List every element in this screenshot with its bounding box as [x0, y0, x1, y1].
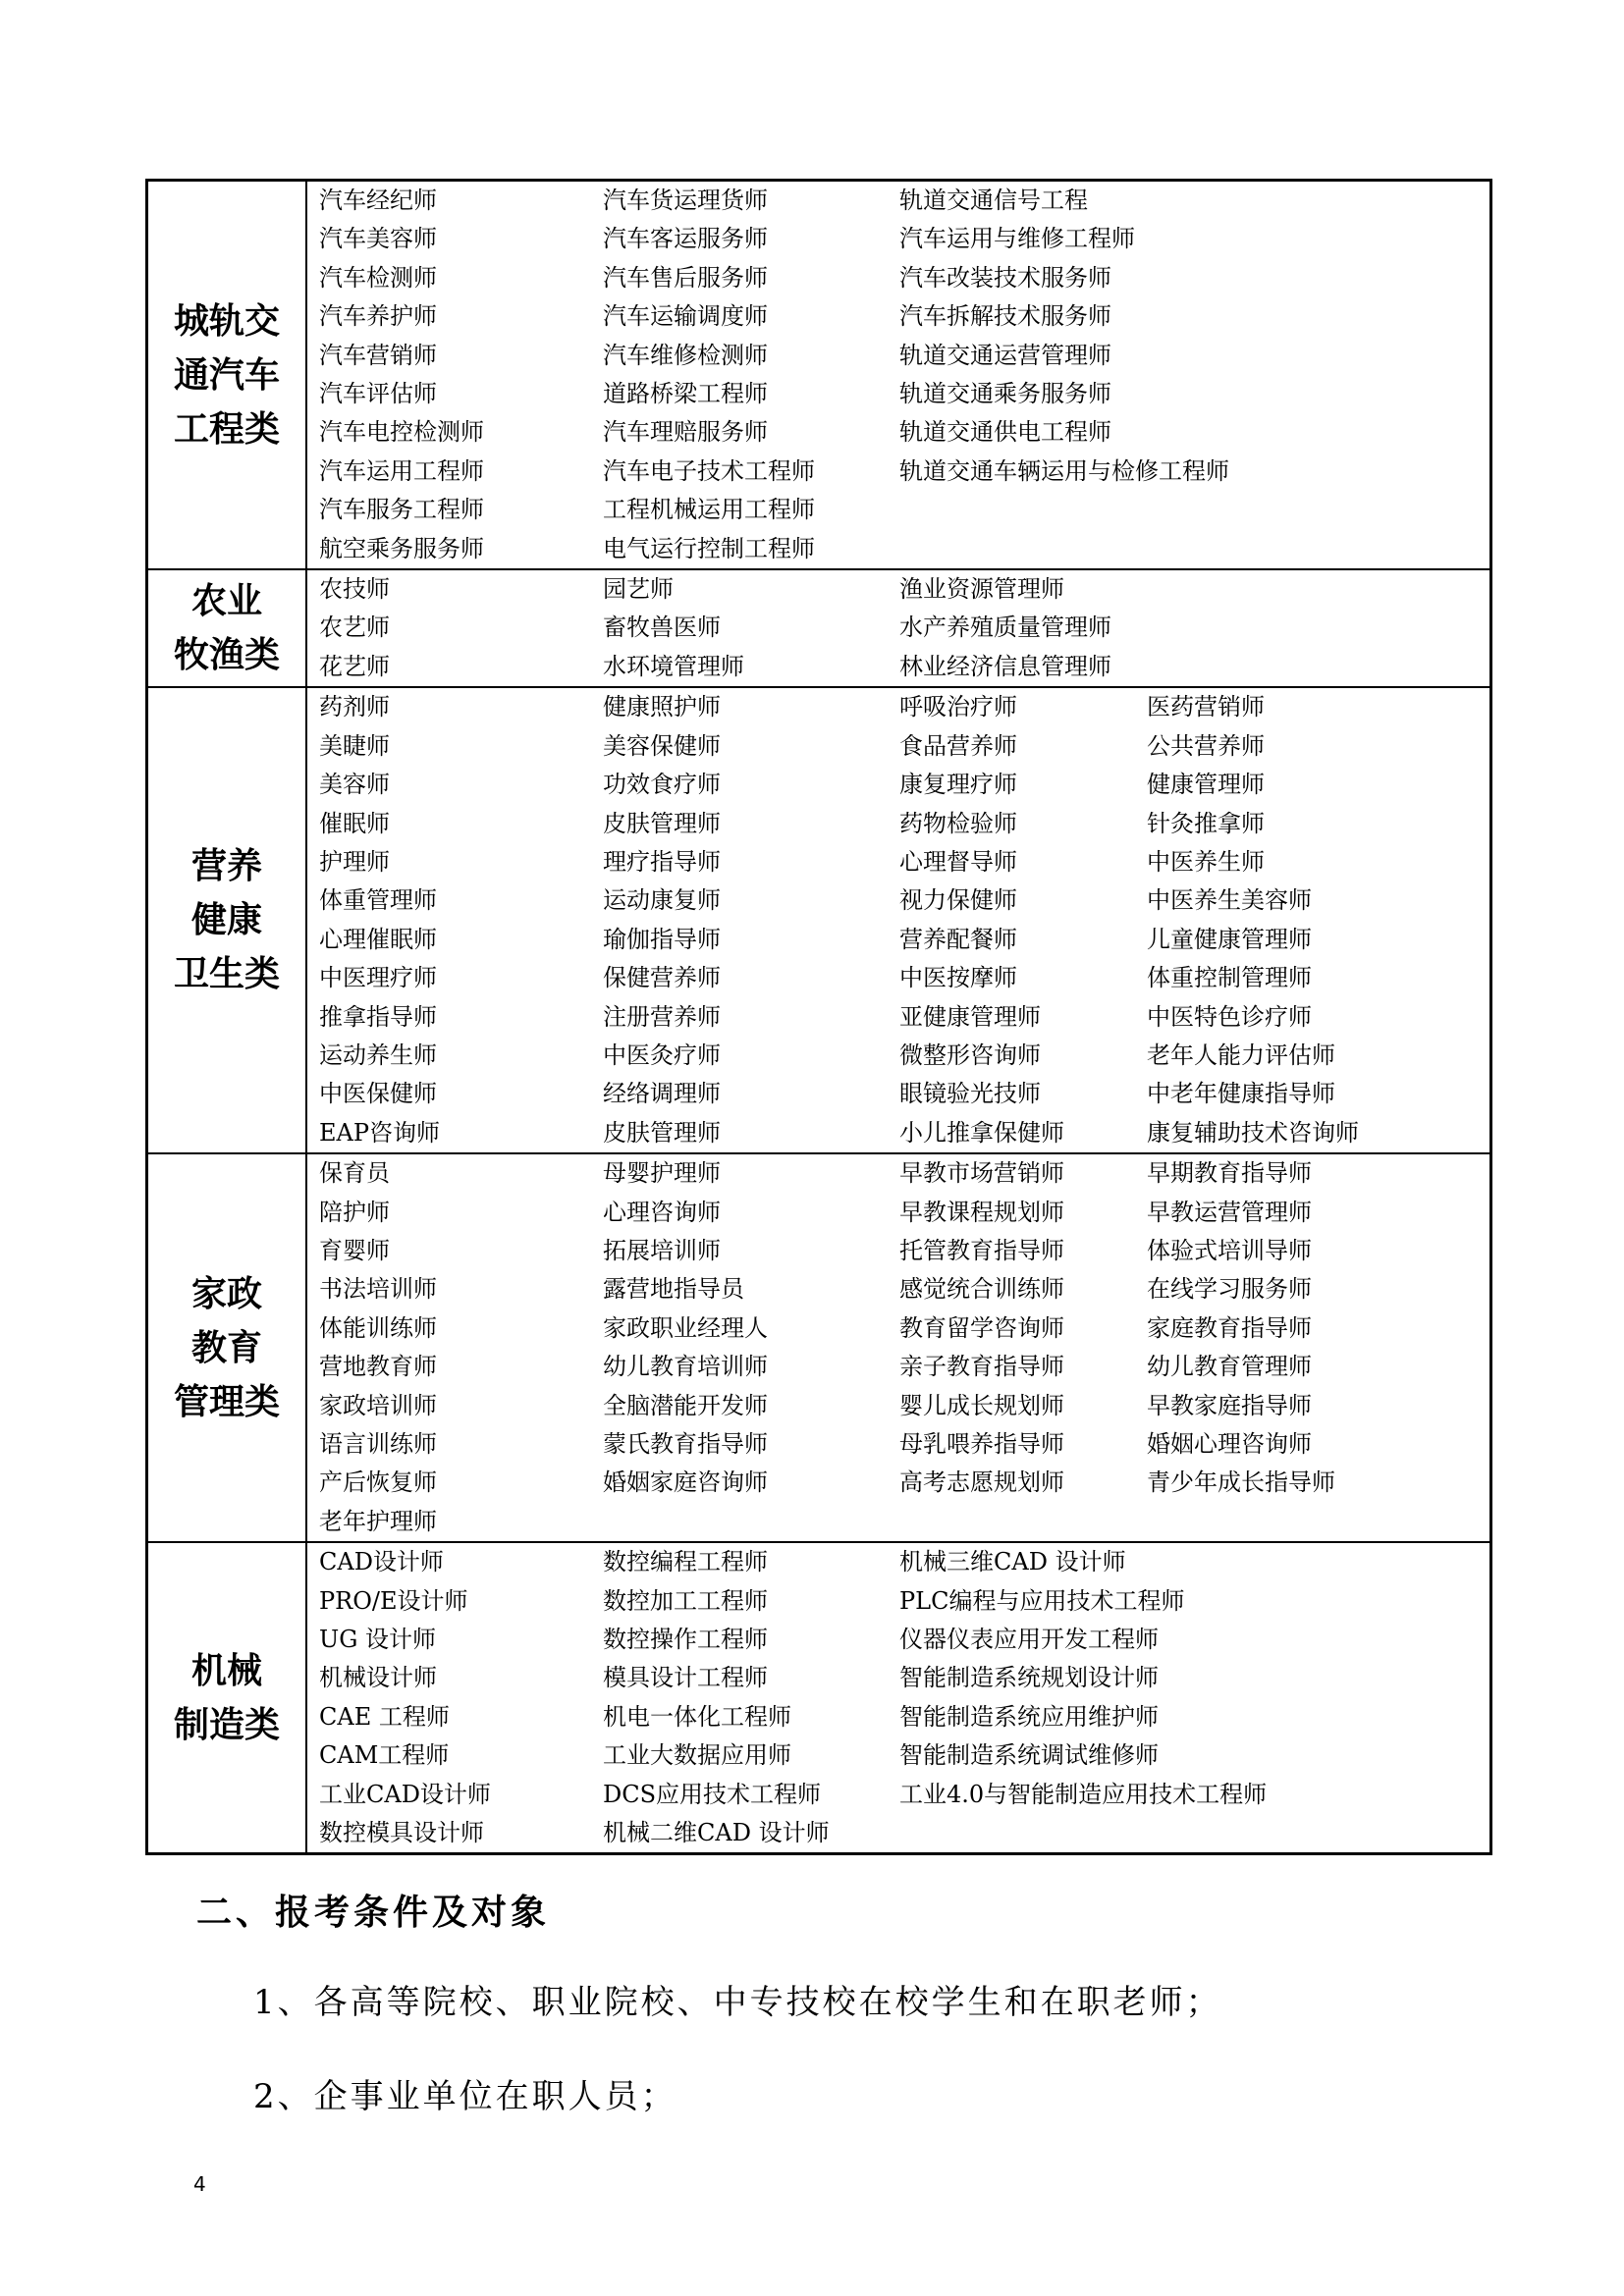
category-professions	[306, 687, 1491, 1153]
profession-item: 母婴护理师	[603, 1159, 721, 1188]
category-name-line: 家政	[190, 1272, 262, 1314]
profession-item	[899, 530, 1489, 568]
profession-item: 青少年成长指导师	[1147, 1468, 1335, 1497]
profession-item: 汽车理赔服务师	[603, 418, 768, 447]
profession-item: 美容师	[319, 771, 390, 799]
profession-item: 数控编程工程师	[603, 1548, 768, 1576]
profession-item: 早教家庭指导师	[1147, 1391, 1312, 1419]
profession-item: 汽车拆解技术服务师	[899, 302, 1111, 331]
profession-item: 汽车服务工程师	[319, 496, 484, 524]
profession-item: CAE 工程师	[319, 1702, 450, 1731]
profession-item: 畜牧兽医师	[603, 614, 721, 642]
profession-item: 营养配餐师	[899, 925, 1017, 953]
profession-item: CAD设计师	[319, 1548, 444, 1576]
profession-item: 汽车运用工程师	[319, 456, 484, 485]
category-row	[147, 1542, 1491, 1854]
profession-item: 汽车养护师	[319, 302, 437, 331]
profession-item: 汽车经纪师	[319, 187, 437, 214]
profession-item: 汽车美容师	[319, 225, 437, 253]
profession-item: 农艺师	[319, 614, 390, 642]
profession-item: 中老年健康指导师	[1147, 1080, 1335, 1108]
profession-item: 陪护师	[319, 1198, 390, 1226]
profession-item: 汽车检测师	[319, 263, 437, 292]
profession-item: 语言训练师	[319, 1430, 437, 1458]
profession-item: 皮肤管理师	[603, 1118, 721, 1147]
profession-item: 美睫师	[319, 731, 390, 760]
profession-grid	[319, 1154, 1489, 1541]
profession-item: 家政职业经理人	[603, 1313, 768, 1342]
category-name-line: 农业	[190, 580, 262, 622]
profession-category-table	[145, 179, 1492, 1855]
category-name-line: 通汽车	[173, 353, 280, 396]
profession-item: 模具设计工程师	[603, 1664, 768, 1692]
profession-item: 老年人能力评估师	[1147, 1041, 1335, 1069]
profession-item: 智能制造系统应用维护师	[899, 1702, 1159, 1731]
profession-item: 理疗指导师	[603, 847, 721, 876]
category-name-line: 牧渔类	[173, 634, 280, 676]
profession-item: 微整形咨询师	[899, 1041, 1041, 1069]
profession-grid	[319, 570, 1489, 686]
profession-item: 皮肤管理师	[603, 809, 721, 837]
profession-item: 汽车运用与维修工程师	[899, 225, 1135, 253]
category-name-line: 工程类	[173, 407, 280, 450]
profession-item: 中医特色诊疗师	[1147, 1002, 1312, 1031]
category-name-line: 机械	[190, 1649, 262, 1691]
profession-item: 小儿推拿保健师	[899, 1118, 1064, 1147]
profession-item: 园艺师	[603, 575, 674, 604]
profession-item: 瑜伽指导师	[603, 925, 721, 953]
profession-item: 幼儿教育管理师	[1147, 1353, 1312, 1381]
profession-item: 智能制造系统规划设计师	[899, 1664, 1159, 1692]
profession-grid	[319, 1543, 1489, 1852]
profession-item: 汽车运输调度师	[603, 302, 768, 331]
profession-item: 心理催眠师	[319, 925, 437, 953]
profession-item: 母乳喂养指导师	[899, 1430, 1064, 1458]
profession-item: 早教运营管理师	[1147, 1198, 1312, 1226]
profession-item: 注册营养师	[603, 1002, 721, 1031]
profession-item: PLC编程与应用技术工程师	[899, 1586, 1185, 1615]
profession-item: 汽车营销师	[319, 341, 437, 369]
profession-item: 婚姻家庭咨询师	[603, 1468, 768, 1497]
profession-item: 电气运行控制工程师	[603, 534, 815, 562]
profession-item: 视力保健师	[899, 886, 1017, 915]
profession-item	[899, 1814, 1489, 1852]
category-name-line: 卫生类	[173, 953, 280, 995]
section-heading: 二、报考条件及对象	[196, 1892, 551, 1933]
profession-item: 中医保健师	[319, 1080, 437, 1108]
profession-item: 催眠师	[319, 809, 390, 837]
profession-grid	[319, 182, 1489, 568]
category-row	[147, 569, 1491, 687]
profession-item: 运动养生师	[319, 1041, 437, 1069]
profession-item: DCS应用技术工程师	[603, 1780, 822, 1808]
profession-item: CAM工程师	[319, 1741, 450, 1770]
profession-item: 露营地指导员	[603, 1275, 744, 1304]
profession-item: 数控加工工程师	[603, 1586, 768, 1615]
category-row	[147, 687, 1491, 1153]
profession-item: 育婴师	[319, 1236, 390, 1264]
profession-item: 工业CAD设计师	[319, 1780, 491, 1808]
profession-item: 中医养生师	[1147, 847, 1265, 876]
profession-item: 康复理疗师	[899, 771, 1017, 799]
profession-item: 健康管理师	[1147, 771, 1265, 799]
profession-item: 轨道交通运营管理师	[899, 341, 1111, 369]
profession-item: 汽车货运理货师	[603, 187, 768, 214]
profession-item: 早期教育指导师	[1147, 1159, 1312, 1188]
profession-grid	[319, 688, 1489, 1152]
profession-item: 花艺师	[319, 652, 390, 680]
category-name-line: 教育	[190, 1326, 262, 1368]
profession-item: 美容保健师	[603, 731, 721, 760]
profession-item: PRO/E设计师	[319, 1586, 468, 1615]
profession-item: 心理咨询师	[603, 1198, 721, 1226]
profession-item: 中医理疗师	[319, 964, 437, 992]
category-name	[147, 569, 307, 687]
profession-item: 渔业资源管理师	[899, 575, 1064, 604]
category-name-line: 管理类	[173, 1380, 280, 1422]
profession-item: 航空乘务服务师	[319, 534, 484, 562]
profession-item: UG 设计师	[319, 1626, 437, 1654]
profession-item: 感觉统合训练师	[899, 1275, 1064, 1304]
category-name	[147, 687, 307, 1153]
category-professions	[306, 569, 1491, 687]
profession-item: 机电一体化工程师	[603, 1702, 791, 1731]
category-name-line: 健康	[190, 899, 262, 941]
profession-item: 轨道交通车辆运用与检修工程师	[899, 456, 1229, 485]
profession-item: 全脑潜能开发师	[603, 1391, 768, 1419]
category-professions	[306, 1153, 1491, 1542]
profession-item: 保育员	[319, 1159, 390, 1188]
category-name	[147, 1153, 307, 1542]
condition-item: 2、企事业单位在职人员；	[253, 2077, 677, 2116]
profession-item: 针灸推拿师	[1147, 809, 1265, 837]
profession-item	[899, 491, 1489, 529]
category-name-line: 城轨交	[173, 299, 280, 342]
profession-item: 运动康复师	[603, 886, 721, 915]
profession-item: 汽车评估师	[319, 380, 437, 408]
profession-item: 儿童健康管理师	[1147, 925, 1312, 953]
category-professions	[306, 1542, 1491, 1854]
profession-item: 书法培训师	[319, 1275, 437, 1304]
profession-item: 老年护理师	[319, 1507, 437, 1535]
profession-item: 药物检验师	[899, 809, 1017, 837]
profession-item: 教育留学咨询师	[899, 1313, 1064, 1342]
profession-item: 汽车电控检测师	[319, 418, 484, 447]
page-number: 4	[193, 2172, 206, 2196]
profession-item	[603, 1503, 899, 1541]
profession-item: 水环境管理师	[603, 652, 744, 680]
profession-item: 亚健康管理师	[899, 1002, 1041, 1031]
profession-item: 家庭教育指导师	[1147, 1313, 1312, 1342]
profession-item: 营地教育师	[319, 1353, 437, 1381]
category-name	[147, 181, 307, 570]
profession-item: 婚姻心理咨询师	[1147, 1430, 1312, 1458]
profession-item: 汽车客运服务师	[603, 225, 768, 253]
profession-item: 数控操作工程师	[603, 1626, 768, 1654]
profession-item: 呼吸治疗师	[899, 693, 1017, 721]
profession-item: 功效食疗师	[603, 771, 721, 799]
profession-item: 推拿指导师	[319, 1002, 437, 1031]
profession-item: 中医养生美容师	[1147, 886, 1312, 915]
profession-item: 轨道交通乘务服务师	[899, 380, 1111, 408]
profession-item: 工业4.0与智能制造应用技术工程师	[899, 1780, 1268, 1808]
profession-item: 中医灸疗师	[603, 1041, 721, 1069]
profession-item: 蒙氏教育指导师	[603, 1430, 768, 1458]
profession-item: 幼儿教育培训师	[603, 1353, 768, 1381]
profession-item: 机械三维CAD 设计师	[899, 1548, 1126, 1576]
profession-item: 汽车电子技术工程师	[603, 456, 815, 485]
profession-item: 康复辅助技术咨询师	[1147, 1118, 1359, 1147]
profession-item: 体验式培训导师	[1147, 1236, 1312, 1264]
condition-item: 1、各高等院校、职业院校、中专技校在校学生和在职老师；	[253, 1983, 1222, 2022]
profession-item: 体能训练师	[319, 1313, 437, 1342]
profession-item: 体重控制管理师	[1147, 964, 1312, 992]
profession-item: 水产养殖质量管理师	[899, 614, 1111, 642]
profession-item: 机械二维CAD 设计师	[603, 1819, 830, 1847]
profession-item: 早教市场营销师	[899, 1159, 1064, 1188]
profession-item: 林业经济信息管理师	[899, 652, 1111, 680]
profession-item: 汽车售后服务师	[603, 263, 768, 292]
profession-item: 道路桥梁工程师	[603, 380, 768, 408]
profession-item: 护理师	[319, 847, 390, 876]
profession-item: 医药营销师	[1147, 693, 1265, 721]
profession-item: 婴儿成长规划师	[899, 1391, 1064, 1419]
profession-item: EAP咨询师	[319, 1118, 440, 1147]
profession-item: 机械设计师	[319, 1664, 437, 1692]
profession-item: 亲子教育指导师	[899, 1353, 1064, 1381]
profession-item: 高考志愿规划师	[899, 1468, 1064, 1497]
profession-item: 早教课程规划师	[899, 1198, 1064, 1226]
profession-item: 中医按摩师	[899, 964, 1017, 992]
category-name-line: 营养	[190, 845, 262, 887]
profession-item	[1147, 1503, 1489, 1541]
profession-item: 药剂师	[319, 693, 390, 721]
category-name-line: 制造类	[173, 1703, 280, 1745]
category-name	[147, 1542, 307, 1854]
profession-item: 家政培训师	[319, 1391, 437, 1419]
profession-item: 心理督导师	[899, 847, 1017, 876]
profession-item: 眼镜验光技师	[899, 1080, 1041, 1108]
profession-item: 保健营养师	[603, 964, 721, 992]
category-professions	[306, 181, 1491, 570]
profession-item: 食品营养师	[899, 731, 1017, 760]
profession-item: 健康照护师	[603, 693, 721, 721]
profession-item: 工程机械运用工程师	[603, 496, 815, 524]
profession-item	[899, 1503, 1147, 1541]
profession-item: 汽车改装技术服务师	[899, 263, 1111, 292]
category-row	[147, 1153, 1491, 1542]
profession-item: 在线学习服务师	[1147, 1275, 1312, 1304]
profession-item: 工业大数据应用师	[603, 1741, 791, 1770]
profession-item: 农技师	[319, 575, 390, 604]
profession-item: 经络调理师	[603, 1080, 721, 1108]
profession-item: 拓展培训师	[603, 1236, 721, 1264]
profession-item: 汽车维修检测师	[603, 341, 768, 369]
profession-item: 体重管理师	[319, 886, 437, 915]
profession-item: 数控模具设计师	[319, 1819, 484, 1847]
profession-item: 智能制造系统调试维修师	[899, 1741, 1159, 1770]
profession-item: 产后恢复师	[319, 1468, 437, 1497]
profession-item: 轨道交通供电工程师	[899, 418, 1111, 447]
category-row	[147, 181, 1491, 570]
profession-item: 仪器仪表应用开发工程师	[899, 1626, 1159, 1654]
profession-item: 轨道交通信号工程	[899, 187, 1088, 214]
profession-item: 托管教育指导师	[899, 1236, 1064, 1264]
profession-item: 公共营养师	[1147, 731, 1265, 760]
